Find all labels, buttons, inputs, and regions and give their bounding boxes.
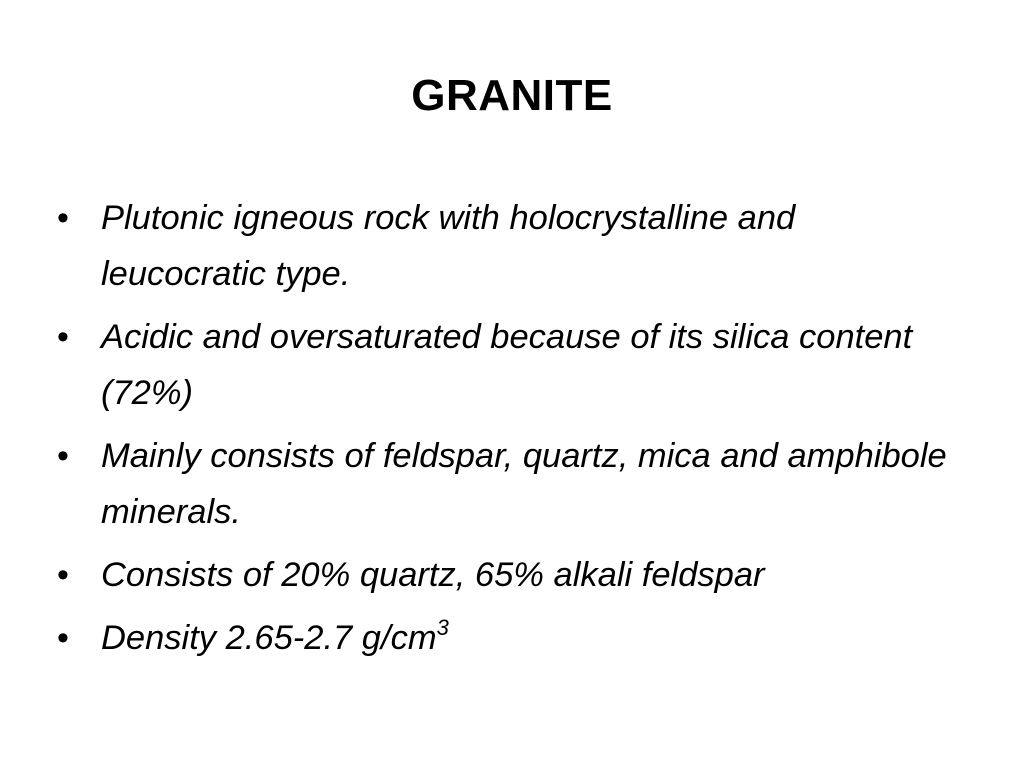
- bullet-text: Consists of 20% quartz, 65% alkali feldspar: [101, 556, 765, 594]
- bullet-dot-icon: •: [57, 318, 69, 356]
- density-unit-superscript: 3: [436, 615, 449, 640]
- bullet-dot-icon: •: [57, 619, 69, 657]
- bullet-list: [57, 190, 967, 673]
- slide-title: GRANITE: [411, 71, 613, 120]
- bullet-item-minerals: [57, 428, 967, 540]
- bullet-text: Mainly consists of feldspar, quartz, mica and amphibole minerals.: [101, 437, 947, 531]
- bullet-item-plutonic: [57, 190, 967, 302]
- bullet-dot-icon: •: [57, 556, 69, 594]
- bullet-text: Density 2.65-2.7 g/cm: [101, 619, 437, 657]
- bullet-text: Acidic and oversaturated because of its silica content (72%): [101, 318, 913, 412]
- bullet-dot-icon: •: [57, 437, 69, 475]
- bullet-dot-icon: •: [57, 199, 69, 237]
- bullet-text: Plutonic igneous rock with holocrystalline and leucocratic type.: [101, 199, 796, 293]
- bullet-item-acidic: [57, 309, 967, 421]
- bullet-item-composition: [57, 547, 967, 603]
- bullet-item-density: [57, 610, 967, 666]
